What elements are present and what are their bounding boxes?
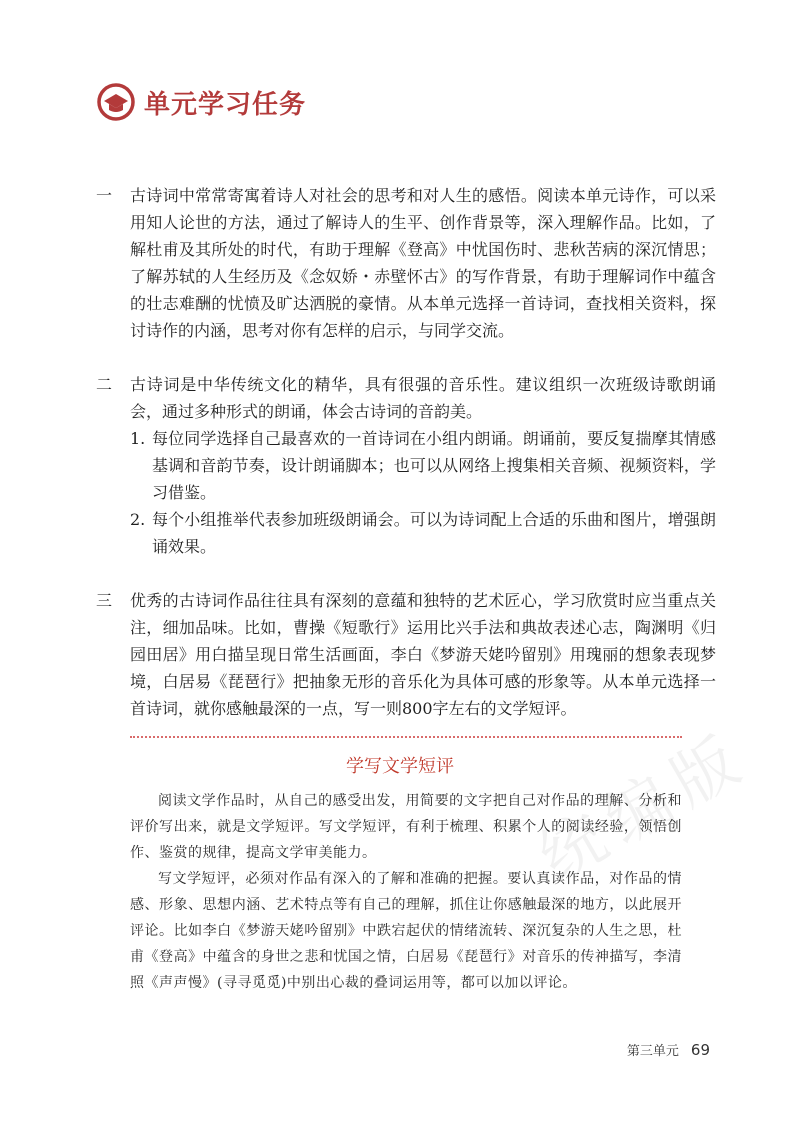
- page-number: 69: [690, 1041, 710, 1059]
- task-text: 古诗词中常常寄寓着诗人对社会的思考和对人生的感悟。阅读本单元诗作，可以采用知人论世的方法，通过了解诗人的生平、创作背景等，深入理解作品。比如，了解杜甫及其所处的时代，有助于理解《登高》中忧国伤时、悲秋苦病的深沉情思；了解苏轼的人生经历及《念奴娇・赤壁怀古》的写作背景，有助于理解词作中蕴含的壮志难酬的忧愤及旷达洒脱的豪情。从本单元选择一首诗词，查找相关资料，探讨诗作的内涵，思考对你有怎样的启示，与同学交流。: [130, 186, 716, 340]
- section-header: [96, 78, 306, 126]
- task-number: 三: [96, 591, 113, 610]
- task-number: 一: [96, 186, 113, 205]
- task-list: [96, 182, 716, 749]
- sidebar-paragraph: 阅读文学作品时，从自己的感受出发，用简要的文字把自己对作品的理解、分析和评价写出来，就是文学短评。写文学短评，有利于梳理、积累个人的阅读经验，领悟创作、鉴赏的规律，提高文学审美能力。: [130, 793, 682, 861]
- dotted-divider: [130, 736, 682, 738]
- watermark: 统编版: [527, 718, 762, 898]
- subtask-text: 每个小组推举代表参加班级朗诵会。可以为诗词配上合适的乐曲和图片，增强朗诵效果。: [152, 510, 716, 556]
- subtask-item: [130, 506, 716, 560]
- task-item: [96, 371, 716, 560]
- subtask-number: 2.: [130, 510, 146, 529]
- sidebar-title: 学写文学短评: [346, 756, 454, 777]
- task-text: 优秀的古诗词作品往往具有深刻的意蕴和独特的艺术匠心，学习欣赏时应当重点关注，细加品味。比如，曹操《短歌行》运用比兴手法和典故表述心志，陶渊明《归园田居》用白描呈现日常生活画面，李白《梦游天姥吟留别》用瑰丽的想象表现梦境，白居易《琵琶行》把抽象无形的音乐化为具体可感的形象等。从本单元选择一首诗词，就你感触最深的一点，写一则800字左右的文学短评。: [130, 591, 716, 718]
- unit-label: 第三单元: [626, 1044, 679, 1059]
- subtask-item: [130, 425, 716, 506]
- subtask-text: 每位同学选择自己最喜欢的一首诗词在小组内朗诵。朗诵前，要反复揣摩其情感基调和音韵节奏，设计朗诵脚本；也可以从网络上搜集相关音频、视频资料，学习借鉴。: [152, 429, 716, 502]
- task-item: [96, 182, 716, 344]
- graduation-cap-icon: [96, 82, 136, 122]
- task-number: 二: [96, 375, 113, 394]
- sidebar-paragraph: 写文学短评，必须对作品有深入的了解和准确的把握。要认真读作品，对作品的情感、形象、思想内涵、艺术特点等有自己的理解，抓住让你感触最深的地方，以此展开评论。比如李白《梦游天姥吟留别》中跌宕起伏的情绪流转、深沉复杂的人生之思，杜甫《登高》中蕴含的身世之悲和忧国之情，白居易《琵琶行》对音乐的传神描写，李清照《声声慢》(寻寻觅觅)中别出心裁的叠词运用等，都可以加以评论。: [130, 871, 682, 991]
- page-title: 单元学习任务: [144, 89, 307, 120]
- task-item: [96, 587, 716, 722]
- subtask-number: 1.: [130, 429, 146, 448]
- task-text: 古诗词是中华传统文化的精华，具有很强的音乐性。建议组织一次班级诗歌朗诵会，通过多种形式的朗诵，体会古诗词的音韵美。: [130, 375, 716, 421]
- page-footer: [627, 1040, 710, 1059]
